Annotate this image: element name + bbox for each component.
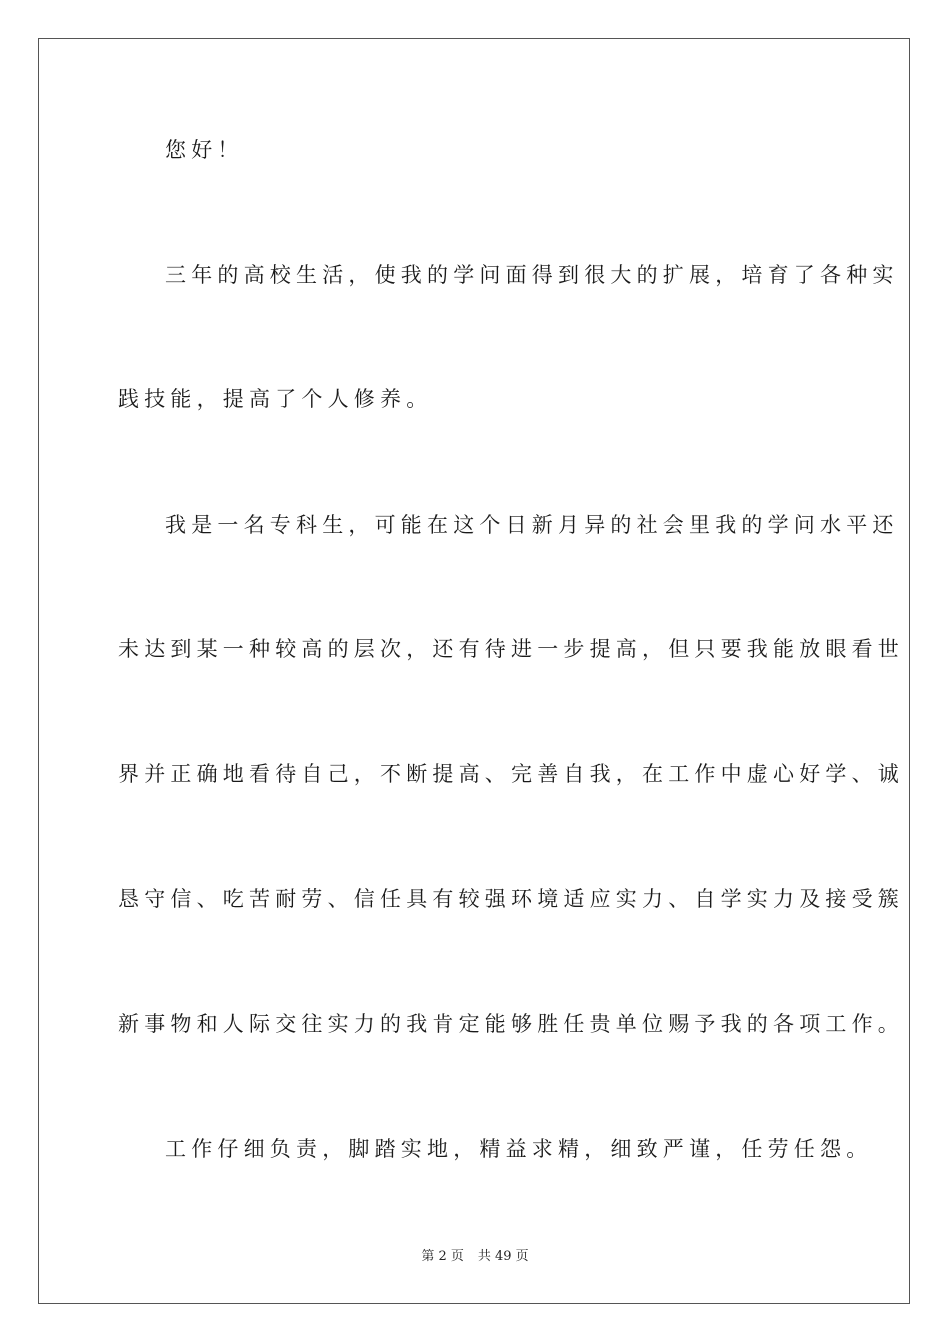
paragraph-2-line-4: 恳守信、吃苦耐劳、信任具有较强环境适应实力、自学实力及接受簇 — [118, 887, 904, 911]
greeting-text: 您好！ — [165, 138, 244, 162]
paragraph-1-line-2: 践技能，提高了个人修养。 — [118, 387, 433, 411]
total-pages: 共 49 页 — [477, 1249, 529, 1264]
paragraph-3-line-1: 工作仔细负责，脚踏实地，精益求精，细致严谨，任劳任怨。 — [165, 1137, 873, 1161]
page-footer — [0, 1248, 950, 1266]
paragraph-2-line-1: 我是一名专科生，可能在这个日新月异的社会里我的学问水平还 — [165, 513, 899, 537]
paragraph-1-line-1: 三年的高校生活，使我的学问面得到很大的扩展，培育了各种实 — [165, 263, 899, 287]
paragraph-2-line-5: 新事物和人际交往实力的我肯定能够胜任贵单位赐予我的各项工作。 — [118, 1012, 904, 1036]
paragraph-2-line-3: 界并正确地看待自己，不断提高、完善自我，在工作中虚心好学、诚 — [118, 762, 904, 786]
page-border — [38, 38, 910, 1304]
page-number: 第 2 页 — [421, 1249, 464, 1264]
paragraph-2-line-2: 未达到某一种较高的层次，还有待进一步提高，但只要我能放眼看世 — [118, 637, 904, 661]
